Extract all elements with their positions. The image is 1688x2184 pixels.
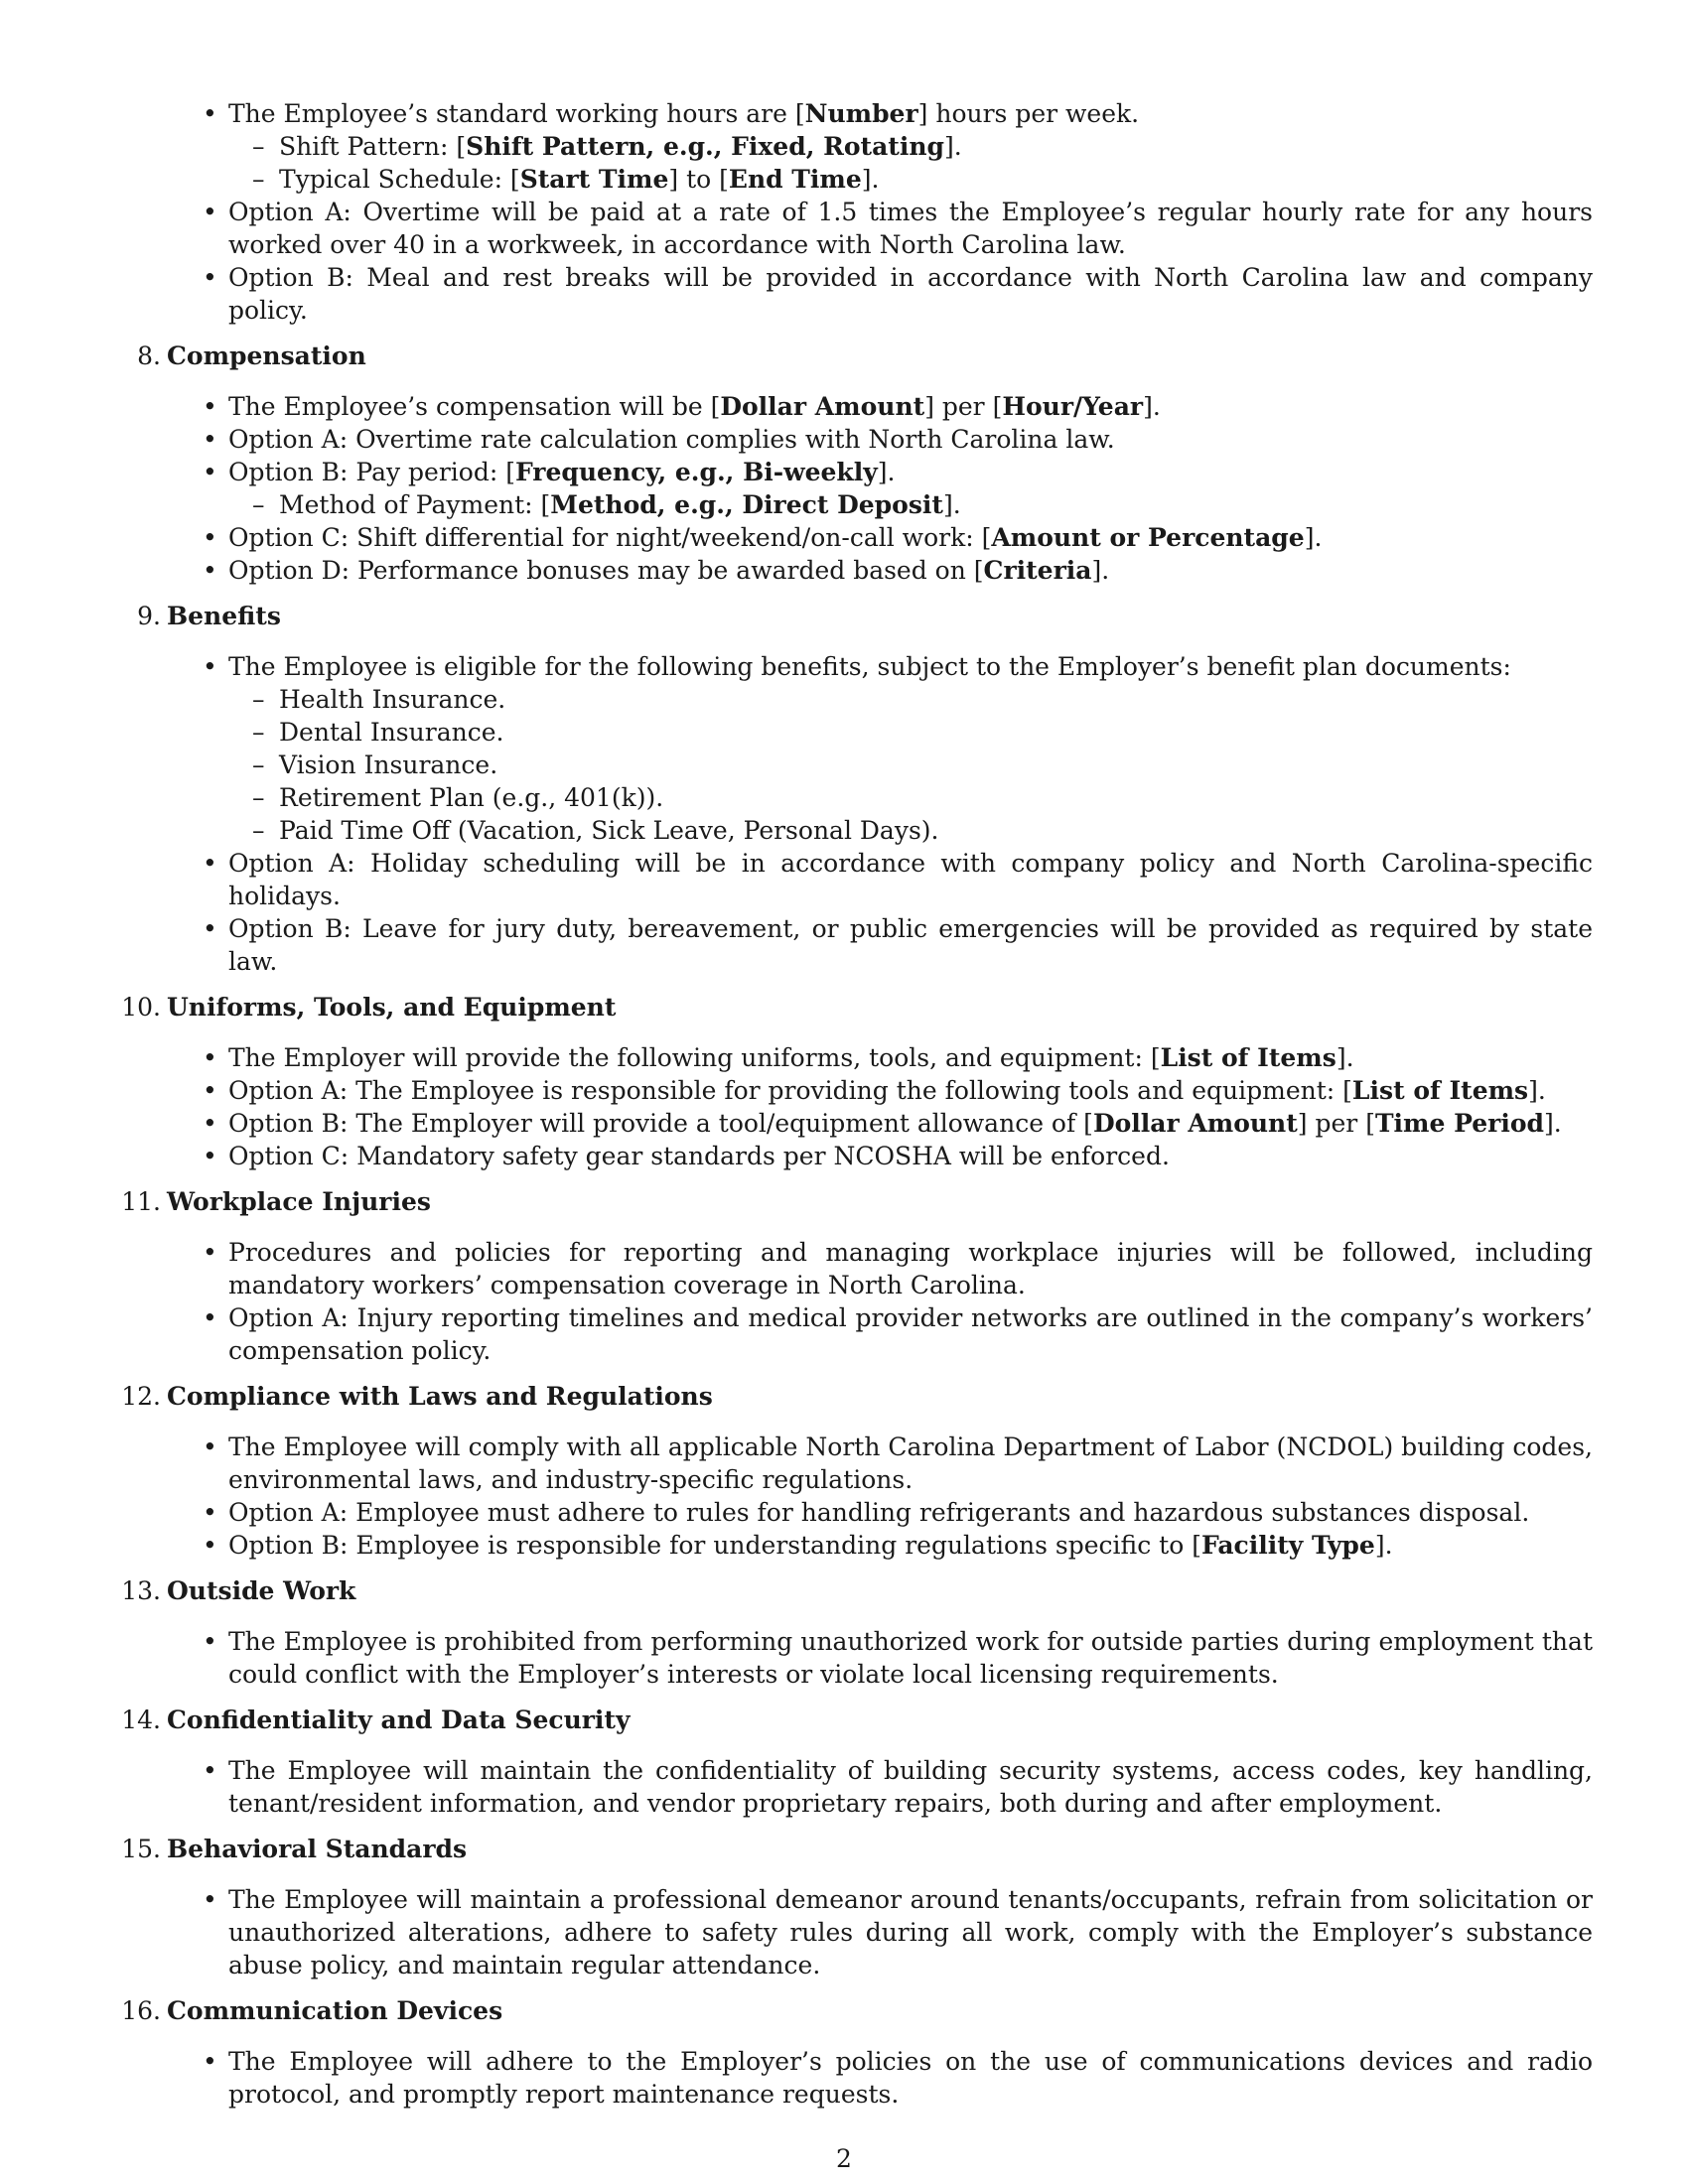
sub-list-item: – Health Insurance. (167, 683, 1593, 716)
section-heading-uniforms: 10. Uniforms, Tools, and Equipment (121, 993, 617, 1022)
sub-list-item: – Vision Insurance. (167, 749, 1593, 781)
list-item: • Option B: Employee is responsible for understanding regulations specific to [Facility Type]. (167, 1529, 1593, 1562)
list-item: • Procedures and policies for reporting and managing workplace injuries will be followed, including mandatory workers’ compensation coverage in North Carolina. (167, 1236, 1593, 1301)
sub-list-item: – Method of Payment: [Method, e.g., Direct Deposit]. (167, 488, 1593, 521)
sub-list-item: – Paid Time Off (Vacation, Sick Leave, Personal Days). (167, 814, 1593, 847)
list-item: • Option A: Employee must adhere to rules for handling refrigerants and hazardous substances disposal. (167, 1496, 1593, 1529)
list-item: • The Employee will comply with all applicable North Carolina Department of Labor (NCDOL) building codes, environmental laws, and industry-specific regulations. (167, 1431, 1593, 1496)
list-item: • The Employee will maintain a professional demeanor around tenants/occupants, refrain from solicitation or unauthorized alterations, adhere to safety rules during all work, comply with the Employer’s substance abuse policy, and maintain regular attendance. (167, 1883, 1593, 1981)
list-item: • Option A: Holiday scheduling will be in accordance with company policy and North Carolina-specific holidays. (167, 847, 1593, 912)
section-heading-behavioral: 15. Behavioral Standards (121, 1835, 468, 1863)
section-heading-outside-work: 13. Outside Work (121, 1576, 356, 1605)
section-heading-benefits: 9. Benefits (137, 602, 281, 630)
list-item: • Option B: The Employer will provide a tool/equipment allowance of [Dollar Amount] per [Time Period]. (167, 1107, 1593, 1140)
list-item: • Option B: Pay period: [Frequency, e.g., Bi-weekly]. (167, 456, 1593, 488)
list-item: • The Employee is eligible for the following benefits, subject to the Employer’s benefit plan documents: (167, 650, 1593, 683)
section-heading-compliance: 12. Compliance with Laws and Regulations (121, 1382, 713, 1411)
list-item: • The Employee will adhere to the Employer’s policies on the use of communications devices and radio protocol, and promptly report maintenance requests. (167, 2045, 1593, 2111)
list-item: • Option A: Overtime will be paid at a rate of 1.5 times the Employee’s regular hourly rate for any hours worked over 40 in a workweek, in accordance with North Carolina law. (167, 196, 1593, 261)
list-item: • Option B: Meal and rest breaks will be provided in accordance with North Carolina law and company policy. (167, 261, 1593, 327)
sub-list-item: – Typical Schedule: [Start Time] to [End Time]. (167, 163, 1593, 196)
list-item: • Option A: Overtime rate calculation complies with North Carolina law. (167, 423, 1593, 456)
list-item: • Option A: Injury reporting timelines and medical provider networks are outlined in the company’s workers’ compensation policy. (167, 1301, 1593, 1367)
sub-list-item: – Retirement Plan (e.g., 401(k)). (167, 781, 1593, 814)
list-item: • Option C: Mandatory safety gear standards per NCOSHA will be enforced. (167, 1140, 1593, 1172)
list-item: • The Employee is prohibited from performing unauthorized work for outside parties during employment that could conflict with the Employer’s interests or violate local licensing requirements. (167, 1625, 1593, 1691)
list-item: • Option C: Shift differential for night/weekend/on-call work: [Amount or Percentage]. (167, 521, 1593, 554)
sub-list-item: – Shift Pattern: [Shift Pattern, e.g., Fixed, Rotating]. (167, 130, 1593, 163)
page-content (121, 97, 1593, 2111)
section-heading-confidentiality: 14. Confidentiality and Data Security (121, 1706, 631, 1734)
section-heading-compensation: 8. Compensation (137, 341, 366, 370)
list-item: • Option D: Performance bonuses may be awarded based on [Criteria]. (167, 554, 1593, 587)
list-item: • The Employee will maintain the confidentiality of building security systems, access codes, key handling, tenant/resident information, and vendor proprietary repairs, both during and after employment. (167, 1754, 1593, 1820)
list-item: • Option A: The Employee is responsible for providing the following tools and equipment: [List of Items]. (167, 1074, 1593, 1107)
sub-list-item: – Dental Insurance. (167, 716, 1593, 749)
list-item: • Option B: Leave for jury duty, bereavement, or public emergencies will be provided as required by state law. (167, 912, 1593, 978)
page-number: 2 (836, 2144, 852, 2173)
section-heading-communication: 16. Communication Devices (121, 1996, 503, 2025)
list-item: • The Employee’s compensation will be [Dollar Amount] per [Hour/Year]. (167, 390, 1593, 423)
list-item: • The Employer will provide the following uniforms, tools, and equipment: [List of Items]. (167, 1041, 1593, 1074)
list-item: • The Employee’s standard working hours are [Number] hours per week. (167, 97, 1593, 130)
section-heading-injuries: 11. Workplace Injuries (121, 1187, 431, 1216)
